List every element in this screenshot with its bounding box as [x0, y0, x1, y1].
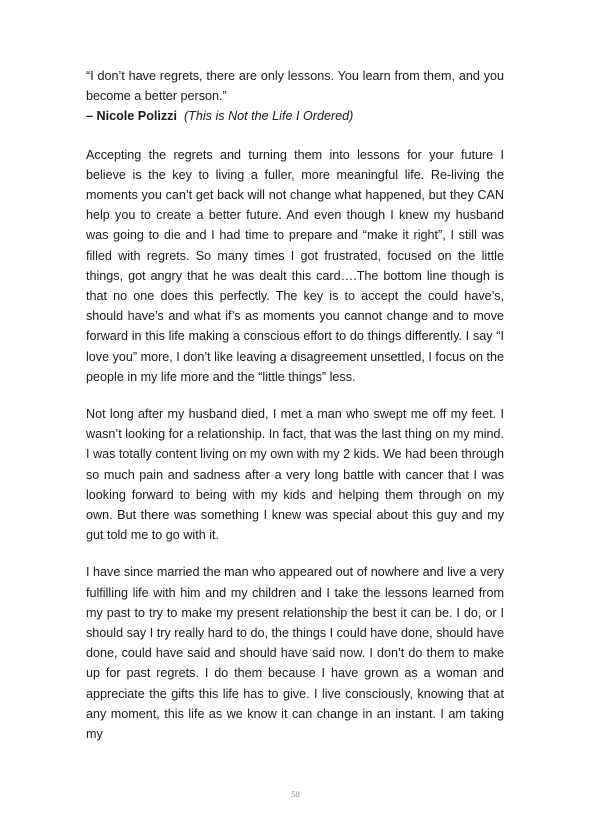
epigraph-attribution: [86, 106, 504, 126]
page-body: [86, 66, 504, 761]
body-paragraph-1: Accepting the regrets and turning them into lessons for your future I believe is the key to living a fuller, more meaningful life. Re-living the moments you can’t get back will not change what happened, but they CAN help you to create a better future. And even though I knew my husband was going to die and I had time to prepare and “make it right”, I still was filled with regrets. So many times I got frustrated, focused on the little things, got angry that he was dealt this card….The bottom line though is that no one does this perfectly. The key is to accept the could have’s, should have’s and what if’s as moments you cannot change and to move forward in this life making a conscious effort to do things differently. I say “I love you” more, I don’t like leaving a disagreement unsettled, I focus on the people in my life more and the “little things” less.: [86, 147, 504, 384]
epigraph-quote: “I don’t have regrets, there are only lessons. You learn from them, and you become a better person.”: [86, 69, 504, 104]
quote-source-book: (This is Not the Life I Ordered): [183, 109, 354, 124]
quote-author: – Nicole Polizzi: [86, 109, 177, 124]
page-number: 58: [291, 789, 300, 799]
body-paragraph-2: Not long after my husband died, I met a man who swept me off my feet. I wasn’t looking for a relationship. In fact, that was the last thing on my mind. I was totally content living on my own with my 2 kids. We had been through so much pain and sadness after a very long battle with cancer that I was looking forward to being with my kids and helping them through on my own. But there was something I knew was special about this guy and my gut told me to go with it.: [86, 407, 504, 543]
body-paragraph-3: I have since married the man who appeared out of nowhere and live a very fulfilling life with him and my children and I take the lessons learned from my past to try to make my present relationship the best it can be. I do, or I should say I try really hard to do, the things I could have done, should have done, could have said and should have said now. I don’t do them to make up for past regrets. I do them because I have grown as a woman and appreciate the gifts this life has to give. I live consciously, knowing that at any moment, this life as we know it can change in an instant. I am taking my: [86, 565, 504, 742]
